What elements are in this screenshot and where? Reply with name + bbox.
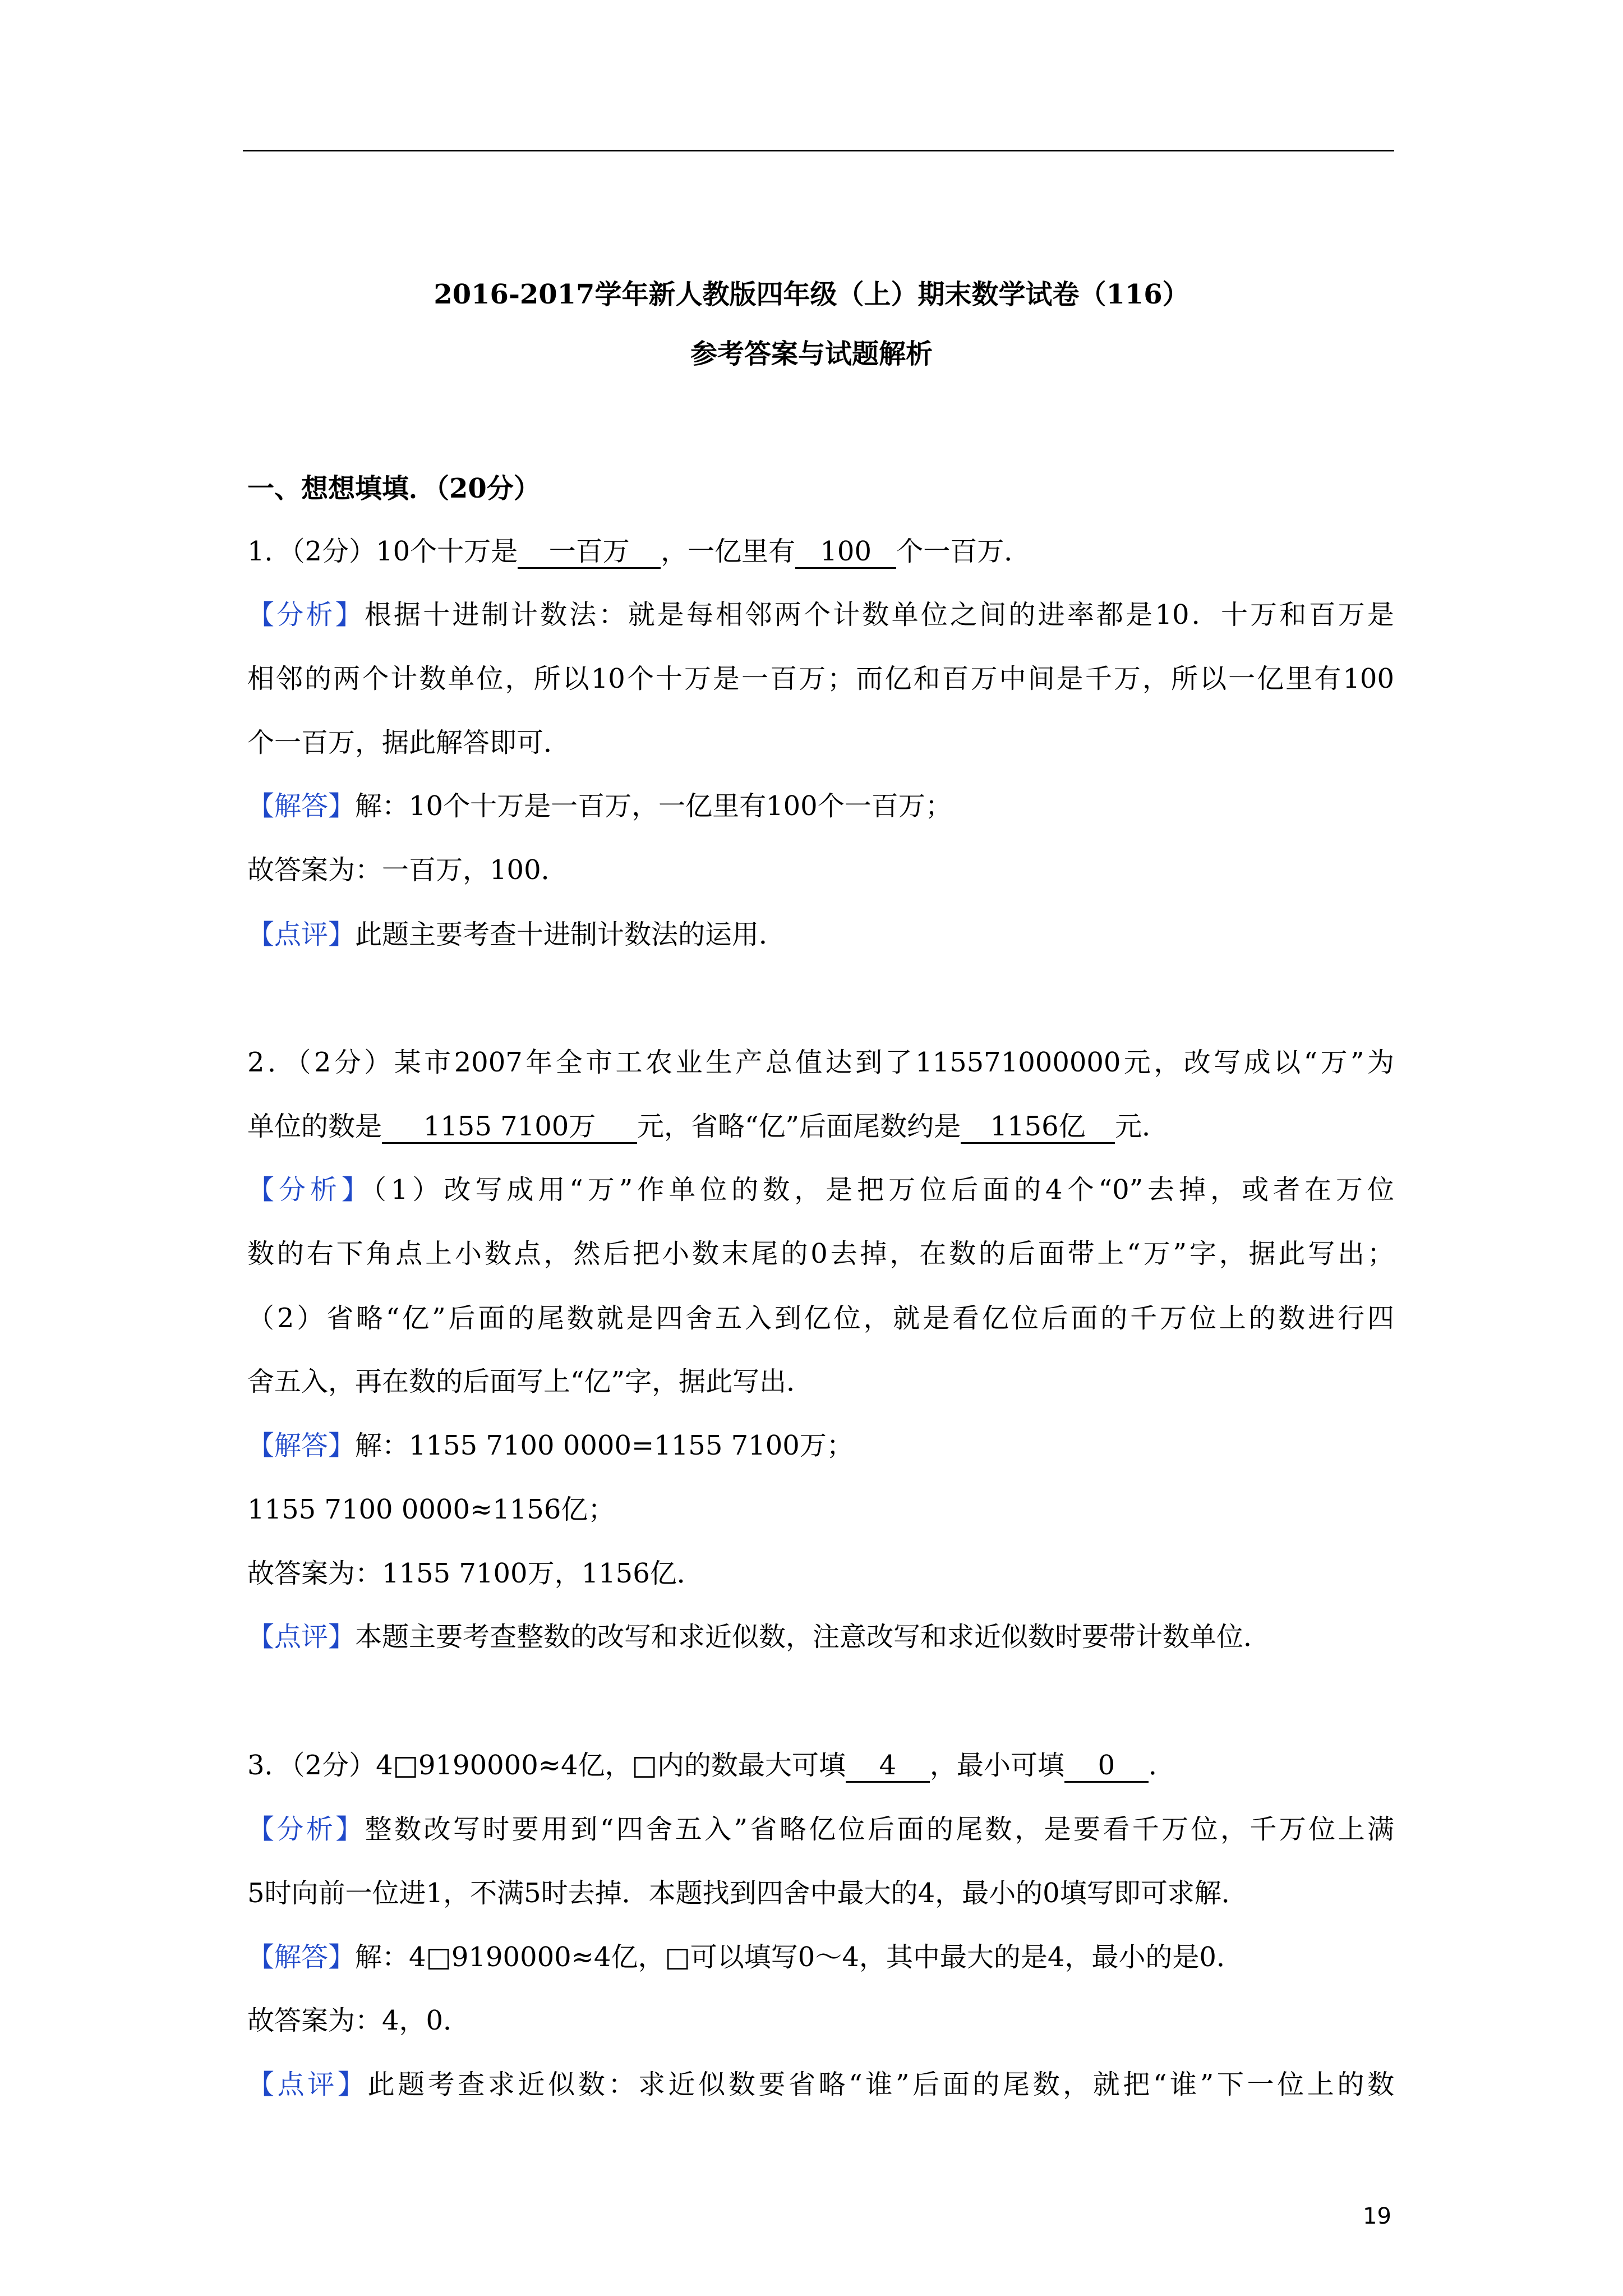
q3-answer-blank-2: 0 <box>1064 1750 1149 1783</box>
q2-solution-line: 【解答】解：1155 7100 0000=1155 7100万； <box>247 1430 854 1461</box>
page-subtitle: 参考答案与试题解析 <box>690 338 933 370</box>
q1-answer-blank-2: 100 <box>795 536 896 569</box>
q1-analysis-line: 【分析】根据十进制计数法：就是每相邻两个计数单位之间的进率都是10．十万和百万是 <box>247 599 1394 631</box>
comment-label: 【点评】 <box>247 919 356 950</box>
q3-solution-line: 故答案为：4，0． <box>247 2005 471 2036</box>
header-rule <box>243 150 1394 151</box>
analysis-label: 【分析】 <box>247 599 365 631</box>
page-title: 2016-2017学年新人教版四年级（上）期末数学试卷（116） <box>434 279 1189 310</box>
page-number: 19 <box>1363 2203 1391 2229</box>
q3-stem: 3．（2分）4□9190000≈4亿，□内的数最大可填 4 ，最小可填 0 ． <box>247 1749 1394 1783</box>
q3-solution-line: 【解答】解：4□9190000≈4亿，□可以填写0～4，其中最大的是4，最小的是0． <box>247 1941 1243 1973</box>
q1-solution-line: 故答案为：一百万，100． <box>247 854 568 886</box>
q2-comment-line: 【点评】本题主要考查整数的改写和求近似数，注意改写和求近似数时要带计数单位． <box>247 1621 1271 1653</box>
q1-solution-line: 【解答】解：10个十万是一百万，一亿里有100个一百万； <box>247 790 952 822</box>
solution-label: 【解答】 <box>247 1941 356 1973</box>
q2-stem: 单位的数是 1155 7100万 元，省略“亿”后面尾数约是 1156亿 元． <box>247 1110 1394 1144</box>
q2-analysis-line: （2）省略“亿”后面的尾数就是四舍五入到亿位，就是看亿位后面的千万位上的数进行四 <box>247 1303 1394 1334</box>
q3-answer-blank-1: 4 <box>846 1750 930 1783</box>
q2-analysis-line: 【分析】（1）改写成用“万”作单位的数，是把万位后面的4个“0”去掉，或者在万位 <box>247 1174 1394 1205</box>
comment-label: 【点评】 <box>247 2069 368 2100</box>
solution-label: 【解答】 <box>247 1430 356 1461</box>
section-heading: 一、想想填填．（20分） <box>247 473 541 504</box>
q2-analysis-line: 数的右下角点上小数点，然后把小数末尾的0去掉，在数的后面带上“万”字，据此写出； <box>247 1238 1394 1269</box>
analysis-label: 【分析】 <box>247 1174 373 1205</box>
q1-analysis-line: 个一百万，据此解答即可． <box>247 727 571 758</box>
q1-answer-blank-1: 一百万 <box>518 536 661 569</box>
q3-analysis-line: 【分析】整数改写时要用到“四舍五入”省略亿位后面的尾数，是要看千万位，千万位上满 <box>247 1814 1394 1845</box>
q1-analysis-line: 相邻的两个计数单位，所以10个十万是一百万；而亿和百万中间是千万，所以一亿里有100 <box>247 663 1394 694</box>
q3-analysis-line: 5时向前一位进1，不满5时去掉．本题找到四舍中最大的4，最小的0填写即可求解． <box>247 1878 1248 1909</box>
solution-label: 【解答】 <box>247 790 356 822</box>
q2-answer-blank-2: 1156亿 <box>961 1111 1115 1144</box>
q3-comment-line: 【点评】此题考查求近似数：求近似数要省略“谁”后面的尾数，就把“谁”下一位上的数 <box>247 2069 1394 2100</box>
q2-answer-blank-1: 1155 7100万 <box>382 1111 637 1144</box>
comment-label: 【点评】 <box>247 1621 356 1653</box>
q2-stem: 2．（2分）某市2007年全市工农业生产总值达到了115571000000元，改写成以“万”为 <box>247 1047 1394 1078</box>
analysis-label: 【分析】 <box>247 1814 365 1845</box>
q2-analysis-line: 舍五入，再在数的后面写上“亿”字，据此写出． <box>247 1366 814 1397</box>
q1-stem: 1．（2分）10个十万是 一百万 ，一亿里有 100 个一百万． <box>247 535 1394 569</box>
q2-solution-line: 故答案为：1155 7100万，1156亿． <box>247 1558 704 1589</box>
q2-solution-line: 1155 7100 0000≈1156亿； <box>247 1494 615 1525</box>
q1-comment-line: 【点评】此题主要考查十进制计数法的运用． <box>247 919 786 950</box>
